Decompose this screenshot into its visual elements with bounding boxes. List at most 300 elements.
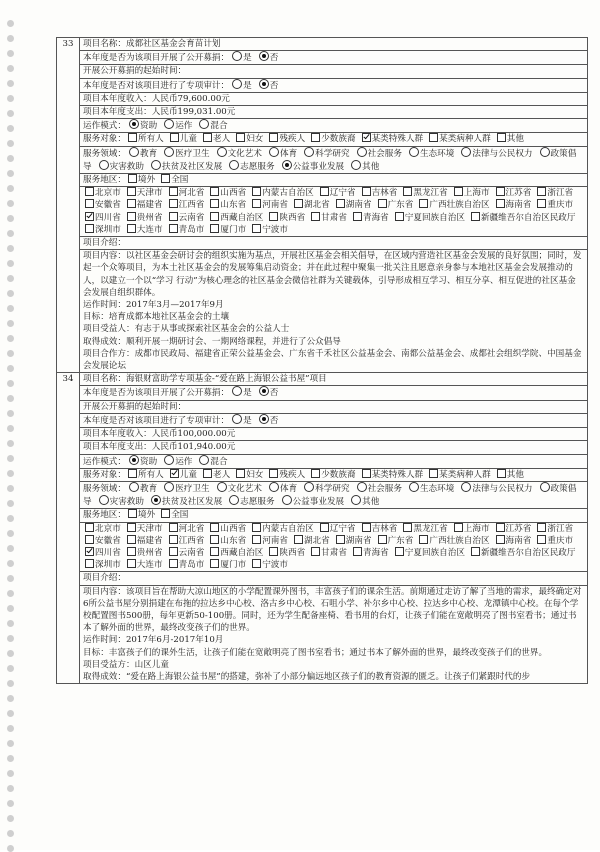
target-option[interactable] <box>427 134 491 144</box>
checkbox[interactable] <box>429 133 438 142</box>
field-option[interactable] <box>214 149 262 159</box>
checkbox[interactable] <box>210 187 219 196</box>
row-fundraise-start <box>57 400 588 413</box>
target-option[interactable] <box>234 470 263 480</box>
area-option[interactable] <box>208 548 263 558</box>
mode-option[interactable] <box>161 457 192 467</box>
checkbox[interactable] <box>169 535 178 544</box>
radio-button[interactable] <box>232 386 242 396</box>
radio-button[interactable] <box>304 482 314 492</box>
checkbox[interactable] <box>269 212 278 221</box>
checkbox[interactable] <box>128 133 137 142</box>
area-option-label: 辽宁省 <box>329 523 356 534</box>
area-option[interactable] <box>250 225 288 235</box>
mode-option[interactable] <box>161 121 192 131</box>
checkbox[interactable] <box>403 523 412 532</box>
area-option[interactable] <box>167 560 205 570</box>
area-option[interactable] <box>250 200 288 210</box>
checkbox[interactable] <box>362 133 371 142</box>
checkbox[interactable] <box>170 469 179 478</box>
checkbox[interactable] <box>362 469 371 478</box>
area-option[interactable] <box>535 536 573 546</box>
radio-button[interactable] <box>232 51 242 61</box>
target-option-label: 儿童 <box>179 469 197 480</box>
field-option[interactable] <box>354 484 402 494</box>
area-option[interactable] <box>267 548 305 558</box>
area-option-label: 云南省 <box>178 547 205 558</box>
target-option[interactable] <box>126 470 164 480</box>
area-option[interactable] <box>125 560 163 570</box>
mode-option[interactable] <box>126 121 157 131</box>
area-option[interactable] <box>208 225 246 235</box>
area-option[interactable] <box>83 200 121 210</box>
checkbox[interactable] <box>203 469 212 478</box>
area-option[interactable] <box>309 213 347 223</box>
area-option[interactable] <box>452 524 490 534</box>
checkbox[interactable] <box>236 133 245 142</box>
target-option[interactable] <box>309 470 355 480</box>
radio-button[interactable] <box>461 147 471 157</box>
field-option[interactable] <box>458 484 532 494</box>
checkbox[interactable] <box>252 199 261 208</box>
checkbox[interactable] <box>395 212 404 221</box>
radio-button[interactable] <box>99 495 109 505</box>
field-option[interactable] <box>226 162 274 172</box>
fundraise-yes-option[interactable] <box>229 53 252 63</box>
checkbox[interactable] <box>236 469 245 478</box>
field-option[interactable] <box>406 484 454 494</box>
area-option[interactable] <box>360 524 398 534</box>
area-option[interactable] <box>208 560 246 570</box>
area-option[interactable] <box>318 524 356 534</box>
checkbox[interactable] <box>252 535 261 544</box>
audit-yes-option[interactable] <box>229 416 252 426</box>
checkbox[interactable] <box>210 547 219 556</box>
target-option[interactable] <box>267 470 305 480</box>
checkbox[interactable] <box>252 559 261 568</box>
area-option[interactable] <box>159 510 188 520</box>
area-option[interactable] <box>126 175 155 185</box>
area-option[interactable] <box>159 175 188 185</box>
target-option[interactable] <box>168 134 197 144</box>
checkbox[interactable] <box>537 199 546 208</box>
target-option[interactable] <box>427 470 491 480</box>
checkbox[interactable] <box>269 133 278 142</box>
radio-button[interactable] <box>129 455 139 465</box>
checkbox[interactable] <box>496 523 505 532</box>
checkbox[interactable] <box>362 523 371 532</box>
target-option[interactable] <box>201 470 230 480</box>
target-option[interactable] <box>360 470 424 480</box>
checkbox[interactable] <box>170 133 179 142</box>
area-option[interactable] <box>535 524 573 534</box>
income-label: 项目本年度收入： <box>83 429 152 440</box>
checkbox[interactable] <box>320 187 329 196</box>
binding-hole <box>7 455 14 462</box>
mode-option[interactable] <box>196 457 227 467</box>
field-option[interactable] <box>348 497 379 507</box>
area-option[interactable] <box>393 213 465 223</box>
checkbox[interactable] <box>127 547 136 556</box>
binding-hole <box>7 215 14 222</box>
checkbox[interactable] <box>311 547 320 556</box>
row-fundraise <box>57 386 588 400</box>
radio-button[interactable] <box>357 147 367 157</box>
area-option[interactable] <box>376 200 414 210</box>
checkbox[interactable] <box>85 199 94 208</box>
checkbox[interactable] <box>362 187 371 196</box>
radio-button[interactable] <box>259 51 269 61</box>
radio-button[interactable] <box>164 119 174 129</box>
checkbox[interactable] <box>127 212 136 221</box>
checkbox[interactable] <box>169 523 178 532</box>
checkbox[interactable] <box>454 187 463 196</box>
field-option[interactable] <box>126 484 157 494</box>
area-option-label: 境外 <box>137 510 156 521</box>
field-option[interactable] <box>161 149 209 159</box>
target-option[interactable] <box>126 134 164 144</box>
area-option[interactable] <box>208 524 246 534</box>
area-option[interactable] <box>267 213 305 223</box>
checkbox[interactable] <box>169 187 178 196</box>
target-option[interactable] <box>201 134 230 144</box>
radio-button[interactable] <box>164 147 174 157</box>
area-option-label: 福建省 <box>136 200 163 211</box>
checkbox[interactable] <box>85 547 94 556</box>
area-option[interactable] <box>83 548 121 558</box>
radio-button[interactable] <box>229 160 239 170</box>
checkbox[interactable] <box>252 523 261 532</box>
checkbox[interactable] <box>85 535 94 544</box>
area-option[interactable] <box>494 536 532 546</box>
checkbox[interactable] <box>161 509 170 518</box>
fundraise-yes-option[interactable] <box>229 388 252 398</box>
checkbox[interactable] <box>85 187 94 196</box>
binding-hole <box>7 275 14 282</box>
target-option-label: 某类病种人群 <box>439 469 491 480</box>
checkbox[interactable] <box>429 469 438 478</box>
radio-button[interactable] <box>351 160 361 170</box>
area-option[interactable] <box>417 200 489 210</box>
area-option[interactable] <box>125 225 163 235</box>
binding-hole <box>7 635 14 642</box>
checkbox[interactable] <box>311 469 320 478</box>
area-option[interactable] <box>401 524 447 534</box>
checkbox[interactable] <box>252 187 261 196</box>
area-option[interactable] <box>334 200 372 210</box>
checkbox[interactable] <box>210 535 219 544</box>
checkbox[interactable] <box>537 187 546 196</box>
checkbox[interactable] <box>85 212 94 221</box>
audit-no-option[interactable] <box>256 416 279 426</box>
checkbox[interactable] <box>127 535 136 544</box>
checkbox[interactable] <box>127 224 136 233</box>
checkbox[interactable] <box>127 559 136 568</box>
field-option[interactable] <box>266 484 297 494</box>
field-option[interactable] <box>148 162 222 172</box>
target-option-label: 所有人 <box>137 134 164 145</box>
area-option[interactable] <box>125 536 163 546</box>
audit-yes-option[interactable] <box>229 81 252 91</box>
checkbox[interactable] <box>311 212 320 221</box>
checkbox[interactable] <box>454 523 463 532</box>
radio-button[interactable] <box>409 482 419 492</box>
checkbox[interactable] <box>128 469 137 478</box>
area-option-label: 甘肃省 <box>321 547 347 558</box>
mode-option[interactable] <box>196 121 227 131</box>
checkbox[interactable] <box>210 523 219 532</box>
radio-button[interactable] <box>151 495 161 505</box>
checkbox[interactable] <box>210 224 219 233</box>
area-option[interactable] <box>318 188 356 198</box>
target-option[interactable] <box>168 470 197 480</box>
checkbox[interactable] <box>127 523 136 532</box>
checkbox[interactable] <box>203 133 212 142</box>
area-option[interactable] <box>469 548 576 558</box>
field-option[interactable] <box>301 149 349 159</box>
field-option[interactable] <box>458 149 532 159</box>
checkbox[interactable] <box>353 212 362 221</box>
field-option[interactable] <box>96 497 144 507</box>
checkbox[interactable] <box>395 547 404 556</box>
checkbox[interactable] <box>471 212 480 221</box>
radio-button[interactable] <box>357 482 367 492</box>
field-option[interactable] <box>354 149 402 159</box>
area-option[interactable] <box>376 536 414 546</box>
radio-button[interactable] <box>232 414 242 424</box>
radio-button[interactable] <box>129 119 139 129</box>
area-option[interactable] <box>126 510 155 520</box>
checkbox[interactable] <box>419 199 428 208</box>
radio-button[interactable] <box>199 455 209 465</box>
radio-button[interactable] <box>461 482 471 492</box>
area-option[interactable] <box>125 188 163 198</box>
area-option[interactable] <box>125 213 163 223</box>
target-option[interactable] <box>495 470 524 480</box>
area-option[interactable] <box>393 548 465 558</box>
area-option-label: 贵州省 <box>136 212 163 223</box>
radio-button[interactable] <box>269 482 279 492</box>
area-option[interactable] <box>83 560 121 570</box>
radio-button[interactable] <box>282 495 292 505</box>
field-option[interactable] <box>214 484 262 494</box>
radio-button[interactable] <box>259 386 269 396</box>
area-option-label: 大连市 <box>136 560 163 571</box>
area-option[interactable] <box>83 213 121 223</box>
radio-button[interactable] <box>259 79 269 89</box>
field-option[interactable] <box>96 162 144 172</box>
checkbox[interactable] <box>496 199 505 208</box>
checkbox[interactable] <box>378 535 387 544</box>
radio-button[interactable] <box>232 79 242 89</box>
area-option[interactable] <box>494 188 532 198</box>
checkbox[interactable] <box>496 187 505 196</box>
field-option[interactable] <box>266 149 297 159</box>
area-option[interactable] <box>83 188 121 198</box>
field-option[interactable] <box>301 484 349 494</box>
area-option[interactable] <box>208 188 246 198</box>
area-option[interactable] <box>292 536 330 546</box>
radio-button[interactable] <box>540 147 550 157</box>
radio-button[interactable] <box>129 147 139 157</box>
checkbox[interactable] <box>210 199 219 208</box>
radio-button[interactable] <box>229 495 239 505</box>
target-option-label: 残疾人 <box>279 134 306 145</box>
radio-button[interactable] <box>259 414 269 424</box>
checkbox[interactable] <box>252 224 261 233</box>
checkbox[interactable] <box>127 187 136 196</box>
checkbox[interactable] <box>161 174 170 183</box>
checkbox[interactable] <box>85 224 94 233</box>
target-label: 服务对象： <box>83 134 126 145</box>
area-option-label: 陕西省 <box>279 212 306 223</box>
fundraise-no-option[interactable] <box>256 388 279 398</box>
field-option[interactable] <box>148 497 222 507</box>
checkbox[interactable] <box>353 547 362 556</box>
radio-button[interactable] <box>199 119 209 129</box>
area-option[interactable] <box>292 200 330 210</box>
target-option[interactable] <box>360 134 424 144</box>
area-option[interactable] <box>125 524 163 534</box>
fundraise-yes-option-label: 是 <box>243 53 252 64</box>
radio-button[interactable] <box>164 455 174 465</box>
area-option[interactable] <box>334 536 372 546</box>
checkbox[interactable] <box>497 469 506 478</box>
target-option[interactable] <box>267 134 305 144</box>
radio-button[interactable] <box>99 160 109 170</box>
binding-hole <box>7 800 14 807</box>
target-option[interactable] <box>495 134 524 144</box>
row-targets <box>57 468 588 481</box>
checkbox[interactable] <box>169 547 178 556</box>
radio-button[interactable] <box>217 482 227 492</box>
checkbox[interactable] <box>127 199 136 208</box>
area-option[interactable] <box>309 548 347 558</box>
field-option[interactable] <box>279 497 345 507</box>
checkbox[interactable] <box>169 212 178 221</box>
area-option[interactable] <box>83 536 121 546</box>
target-option[interactable] <box>234 134 263 144</box>
area-option[interactable] <box>494 524 532 534</box>
checkbox[interactable] <box>128 174 137 183</box>
mode-option[interactable] <box>126 457 157 467</box>
radio-button[interactable] <box>540 482 550 492</box>
checkbox[interactable] <box>210 212 219 221</box>
area-option[interactable] <box>167 548 205 558</box>
field-option[interactable] <box>406 149 454 159</box>
checkbox[interactable] <box>320 523 329 532</box>
area-option[interactable] <box>83 524 121 534</box>
area-option[interactable] <box>535 200 573 210</box>
checkbox[interactable] <box>537 523 546 532</box>
area-option[interactable] <box>351 213 389 223</box>
checkbox[interactable] <box>85 523 94 532</box>
field-option[interactable] <box>279 162 345 172</box>
intro-paragraph: 项目内容：以社区基金会研讨会的组织实施为基点，开展社区基金会相关倡导，在区域内营造社区基金会发展的良好氛围；同时，发起一个众筹项目，为本土社区基金会的发展筹集启动资金；并在此过程中聚集一批关注且愿意亲身参与本地社区基金会发展推动的人，以建立一个以“学习 行动”为核心理念的社区基金会微信社群为关键载体，引导形成相互学习、相互分享、相互促进的社区基金会发展自组织群体。 <box>83 251 582 298</box>
area-option[interactable] <box>167 225 205 235</box>
area-option[interactable] <box>250 524 314 534</box>
area-option[interactable] <box>208 536 246 546</box>
checkbox[interactable] <box>496 535 505 544</box>
field-option-label: 扶贫及社区发展 <box>162 497 223 508</box>
checkbox[interactable] <box>294 535 303 544</box>
checkbox[interactable] <box>169 224 178 233</box>
checkbox[interactable] <box>336 535 345 544</box>
area-option-label: 江西省 <box>178 200 205 211</box>
radio-button[interactable] <box>217 147 227 157</box>
checkbox[interactable] <box>169 199 178 208</box>
area-option[interactable] <box>250 188 314 198</box>
area-option[interactable] <box>167 200 205 210</box>
area-option[interactable] <box>360 188 398 198</box>
target-option[interactable] <box>309 134 355 144</box>
checkbox[interactable] <box>419 535 428 544</box>
checkbox[interactable] <box>85 559 94 568</box>
checkbox[interactable] <box>311 133 320 142</box>
area-option[interactable] <box>167 188 205 198</box>
audit-no-option[interactable] <box>256 81 279 91</box>
checkbox[interactable] <box>210 559 219 568</box>
radio-button[interactable] <box>304 147 314 157</box>
radio-button[interactable] <box>351 495 361 505</box>
area-option[interactable] <box>250 560 288 570</box>
field-option[interactable] <box>348 162 379 172</box>
area-option[interactable] <box>250 536 288 546</box>
radio-button[interactable] <box>164 482 174 492</box>
area-option[interactable] <box>83 225 121 235</box>
fundraise-no-option[interactable] <box>256 53 279 63</box>
checkbox[interactable] <box>294 199 303 208</box>
checkbox[interactable] <box>497 133 506 142</box>
checkbox[interactable] <box>269 469 278 478</box>
radio-button[interactable] <box>409 147 419 157</box>
area-option[interactable] <box>208 213 263 223</box>
radio-button[interactable] <box>269 147 279 157</box>
area-option[interactable] <box>167 213 205 223</box>
checkbox[interactable] <box>128 509 137 518</box>
checkbox[interactable] <box>471 547 480 556</box>
checkbox[interactable] <box>378 199 387 208</box>
field-option[interactable] <box>226 497 274 507</box>
area-option[interactable] <box>417 536 489 546</box>
area-option[interactable] <box>167 524 205 534</box>
checkbox[interactable] <box>269 547 278 556</box>
area-option[interactable] <box>125 200 163 210</box>
checkbox[interactable] <box>537 535 546 544</box>
area-option[interactable] <box>469 213 576 223</box>
radio-button[interactable] <box>151 160 161 170</box>
project-name-label: 项目名称： <box>83 374 126 385</box>
row-audit <box>57 78 588 92</box>
area-option[interactable] <box>535 188 573 198</box>
field-option[interactable] <box>161 484 209 494</box>
checkbox[interactable] <box>336 199 345 208</box>
area-option[interactable] <box>351 548 389 558</box>
checkbox[interactable] <box>169 559 178 568</box>
checkbox[interactable] <box>403 187 412 196</box>
area-option[interactable] <box>125 548 163 558</box>
area-option[interactable] <box>452 188 490 198</box>
field-option[interactable] <box>126 149 157 159</box>
area-option[interactable] <box>167 536 205 546</box>
row-area-top-cell <box>80 509 588 522</box>
radio-button[interactable] <box>129 482 139 492</box>
area-option[interactable] <box>208 200 246 210</box>
area-option[interactable] <box>494 200 532 210</box>
area-option[interactable] <box>401 188 447 198</box>
field-label: 服务领域： <box>83 483 126 494</box>
radio-button[interactable] <box>282 160 292 170</box>
